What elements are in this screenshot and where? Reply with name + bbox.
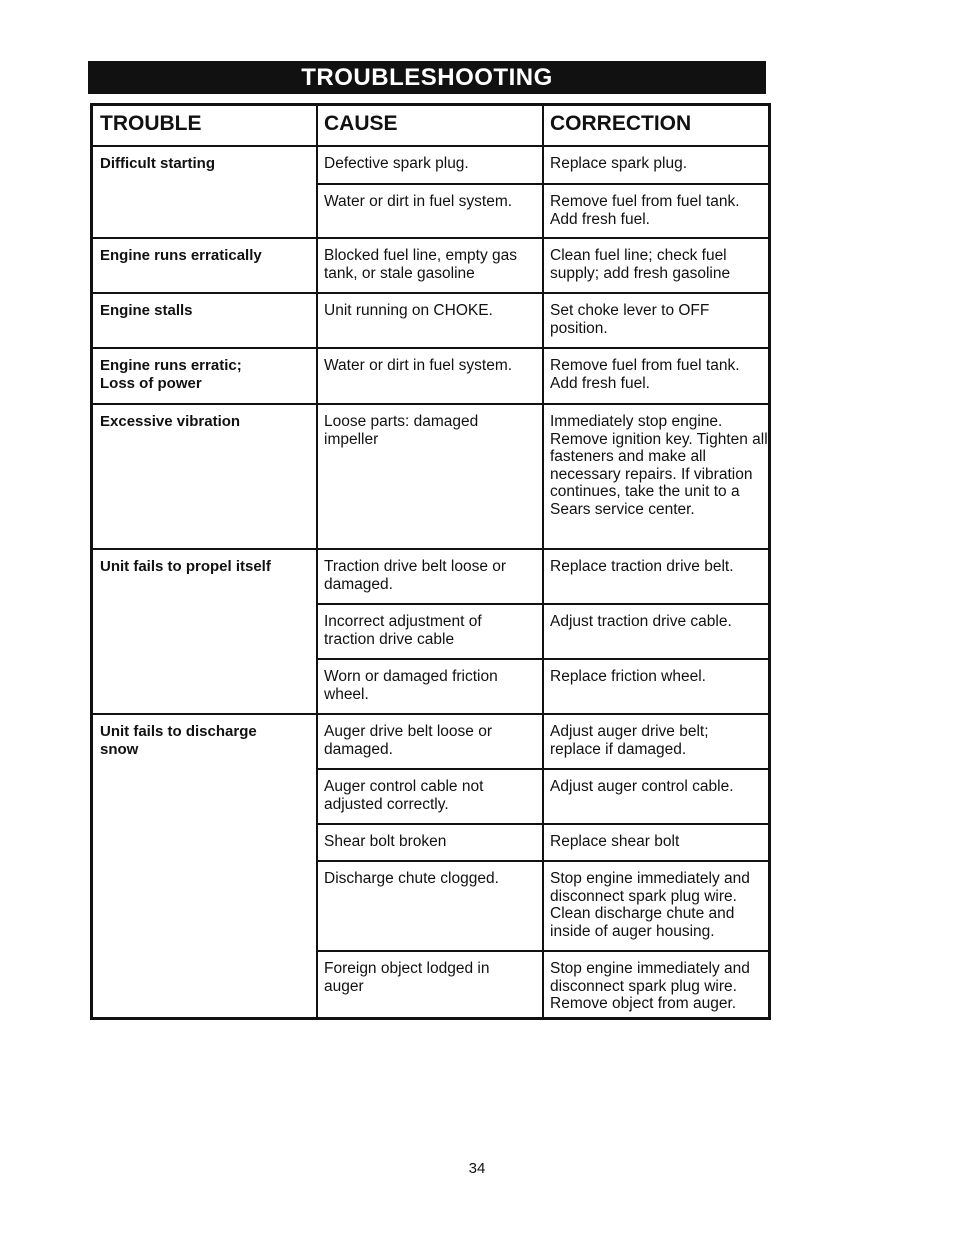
correction-cell: Replace friction wheel. <box>550 668 706 685</box>
cause-cell: Auger control cable not adjusted correctly. <box>324 778 484 813</box>
header-cause: CAUSE <box>324 112 398 135</box>
cause-cell: Water or dirt in fuel system. <box>324 357 513 374</box>
cause-cell: Worn or damaged friction wheel. <box>324 668 498 703</box>
correction-cell: Stop engine immediately and disconnect spark plug wire. Remove object from auger. <box>550 960 750 1012</box>
row-divider <box>316 603 768 605</box>
column-divider <box>316 106 318 1017</box>
row-divider <box>93 347 768 349</box>
row-divider <box>93 713 768 715</box>
trouble-difficult-starting: Difficult starting <box>100 155 215 172</box>
correction-cell: Adjust traction drive cable. <box>550 613 732 630</box>
troubleshooting-table <box>90 103 771 1020</box>
row-divider <box>93 403 768 405</box>
row-divider <box>93 237 768 239</box>
correction-cell: Replace traction drive belt. <box>550 558 734 575</box>
correction-cell: Remove fuel from fuel tank. Add fresh fuel. <box>550 357 740 392</box>
page-number: 34 <box>468 1160 486 1177</box>
correction-cell: Adjust auger control cable. <box>550 778 734 795</box>
correction-cell: Set choke lever to OFF position. <box>550 302 710 337</box>
cause-cell: Defective spark plug. <box>324 155 469 172</box>
cause-cell: Loose parts: damaged impeller <box>324 413 479 448</box>
row-divider <box>316 658 768 660</box>
row-divider <box>316 183 768 185</box>
trouble-fails-to-discharge: Unit fails to discharge snow <box>100 723 257 758</box>
page-title: TROUBLESHOOTING <box>88 61 766 94</box>
cause-cell: Auger drive belt loose or damaged. <box>324 723 493 758</box>
cause-cell: Water or dirt in fuel system. <box>324 193 513 210</box>
correction-cell: Remove fuel from fuel tank. Add fresh fuel. <box>550 193 740 228</box>
cause-cell: Shear bolt broken <box>324 833 447 850</box>
column-divider <box>542 106 544 1017</box>
cause-cell: Traction drive belt loose or damaged. <box>324 558 507 593</box>
row-divider <box>93 292 768 294</box>
trouble-engine-stalls: Engine stalls <box>100 302 193 319</box>
row-divider <box>316 860 768 862</box>
cause-cell: Foreign object lodged in auger <box>324 960 490 995</box>
correction-cell: Replace spark plug. <box>550 155 687 172</box>
trouble-fails-to-propel: Unit fails to propel itself <box>100 558 271 575</box>
correction-cell: Immediately stop engine. Remove ignition key. Tighten all fasteners and make all necessary repairs. If vibration continues, take the unit to a Sears service center. <box>550 413 768 518</box>
correction-cell: Clean fuel line; check fuel supply; add fresh gasoline <box>550 247 731 282</box>
row-divider <box>316 950 768 952</box>
correction-cell: Adjust auger drive belt; replace if damaged. <box>550 723 709 758</box>
cause-cell: Unit running on CHOKE. <box>324 302 493 319</box>
row-divider <box>316 823 768 825</box>
trouble-excessive-vibration: Excessive vibration <box>100 413 241 430</box>
cause-cell: Discharge chute clogged. <box>324 870 499 887</box>
cause-cell: Incorrect adjustment of traction drive cable <box>324 613 482 648</box>
cause-cell: Blocked fuel line, empty gas tank, or stale gasoline <box>324 247 517 282</box>
row-divider <box>316 768 768 770</box>
trouble-engine-runs-erratic: Engine runs erratic; Loss of power <box>100 357 242 392</box>
correction-cell: Stop engine immediately and disconnect spark plug wire. Clean discharge chute and inside of auger housing. <box>550 870 750 940</box>
trouble-engine-runs-erratically: Engine runs erratically <box>100 247 262 264</box>
header-correction: CORRECTION <box>550 112 692 135</box>
correction-cell: Replace shear bolt <box>550 833 680 850</box>
row-divider <box>93 548 768 550</box>
row-divider <box>93 145 768 147</box>
header-trouble: TROUBLE <box>100 112 202 135</box>
